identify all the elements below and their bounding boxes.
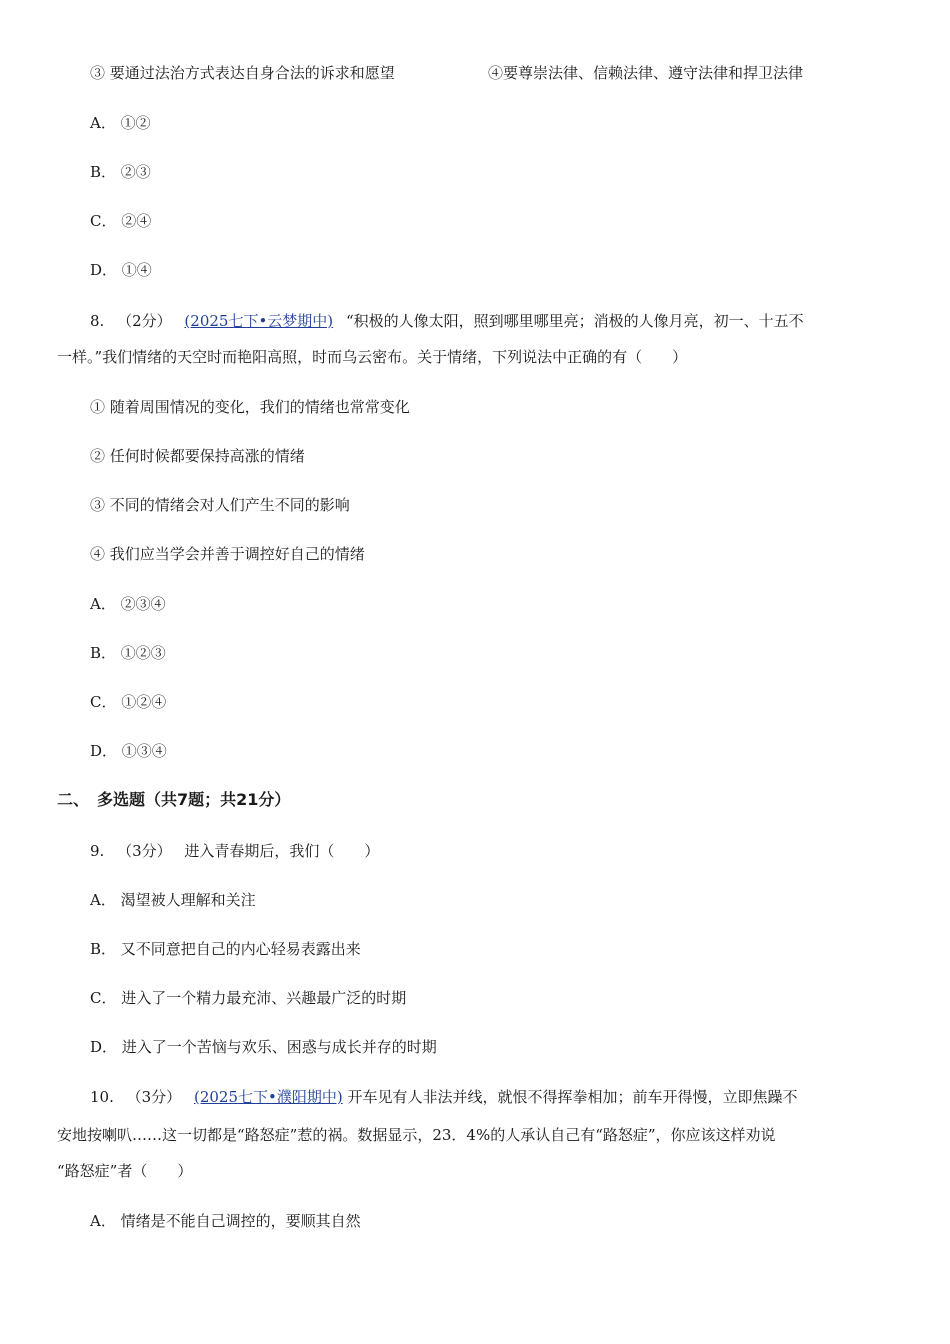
q10-text-1: 开车见有人非法并线，就恨不得挥拳相加；前车开得慢，立即焦躁不 [347, 1088, 798, 1106]
q10-source-link[interactable]: (2025七下•濮阳期中) [193, 1088, 343, 1106]
q9-text: 进入青春期后，我们（ ） [184, 842, 380, 860]
q7-option-b[interactable]: B． ②③ [90, 163, 151, 181]
q9-line1 [90, 840, 379, 862]
q9-option-b[interactable]: B． 又不同意把自己的内心轻易表露出来 [90, 940, 361, 958]
q9-option-c[interactable]: C． 进入了一个精力最充沛、兴趣最广泛的时期 [90, 989, 407, 1007]
q8-statement-4: ④ 我们应当学会并善于调控好自己的情绪 [90, 545, 365, 563]
q8-number: 8. [90, 312, 105, 330]
q8-statement-1: ① 随着周围情况的变化，我们的情绪也常常变化 [90, 398, 410, 416]
q7-statement-3: ③ 要通过法治方式表达自身合法的诉求和愿望 [90, 64, 395, 82]
q8-source-link[interactable]: (2025七下•云梦期中) [184, 312, 334, 330]
q10-score: （3分） [126, 1088, 182, 1106]
q9-number: 9. [90, 842, 105, 860]
q8-option-d[interactable]: D． ①③④ [90, 742, 167, 760]
q7-option-d[interactable]: D． ①④ [90, 261, 152, 279]
q8-line1 [90, 310, 804, 332]
q7-option-c[interactable]: C． ②④ [90, 212, 152, 230]
q10-number: 10. [90, 1088, 114, 1106]
q8-option-c[interactable]: C． ①②④ [90, 693, 167, 711]
q9-score: （3分） [117, 842, 172, 860]
q8-option-b[interactable]: B． ①②③ [90, 644, 166, 662]
q10-line1 [90, 1086, 798, 1108]
q10-line2: 安地按喇叭……这一切都是“路怒症”惹的祸。数据显示，23．4%的人承认自己有“路怒症”，你应该这样劝说 [57, 1126, 776, 1144]
q8-text-1: “积极的人像太阳，照到哪里哪里亮；消极的人像月亮，初一、十五不 [345, 312, 804, 330]
q8-score: （2分） [117, 312, 172, 330]
q8-option-a[interactable]: A． ②③④ [90, 595, 166, 613]
q7-option-a[interactable]: A． ①② [90, 114, 151, 132]
q9-option-a[interactable]: A． 渴望被人理解和关注 [90, 891, 256, 909]
q8-statement-2: ② 任何时候都要保持高涨的情绪 [90, 447, 305, 465]
q8-line2: 一样。”我们情绪的天空时而艳阳高照，时而乌云密布。关于情绪，下列说法中正确的有（ ） [57, 348, 688, 366]
q7-statement-row [90, 62, 804, 84]
section-heading: 二、 多选题（共7题；共21分） [57, 790, 291, 809]
q7-statement-4: ④要尊崇法律、信赖法律、遵守法律和捍卫法律 [488, 64, 804, 82]
q10-option-a[interactable]: A． 情绪是不能自己调控的，要顺其自然 [90, 1212, 361, 1230]
q8-statement-3: ③ 不同的情绪会对人们产生不同的影响 [90, 496, 350, 514]
q10-line3: “路怒症”者（ ） [57, 1162, 193, 1180]
q9-option-d[interactable]: D． 进入了一个苦恼与欢乐、困惑与成长并存的时期 [90, 1038, 437, 1056]
